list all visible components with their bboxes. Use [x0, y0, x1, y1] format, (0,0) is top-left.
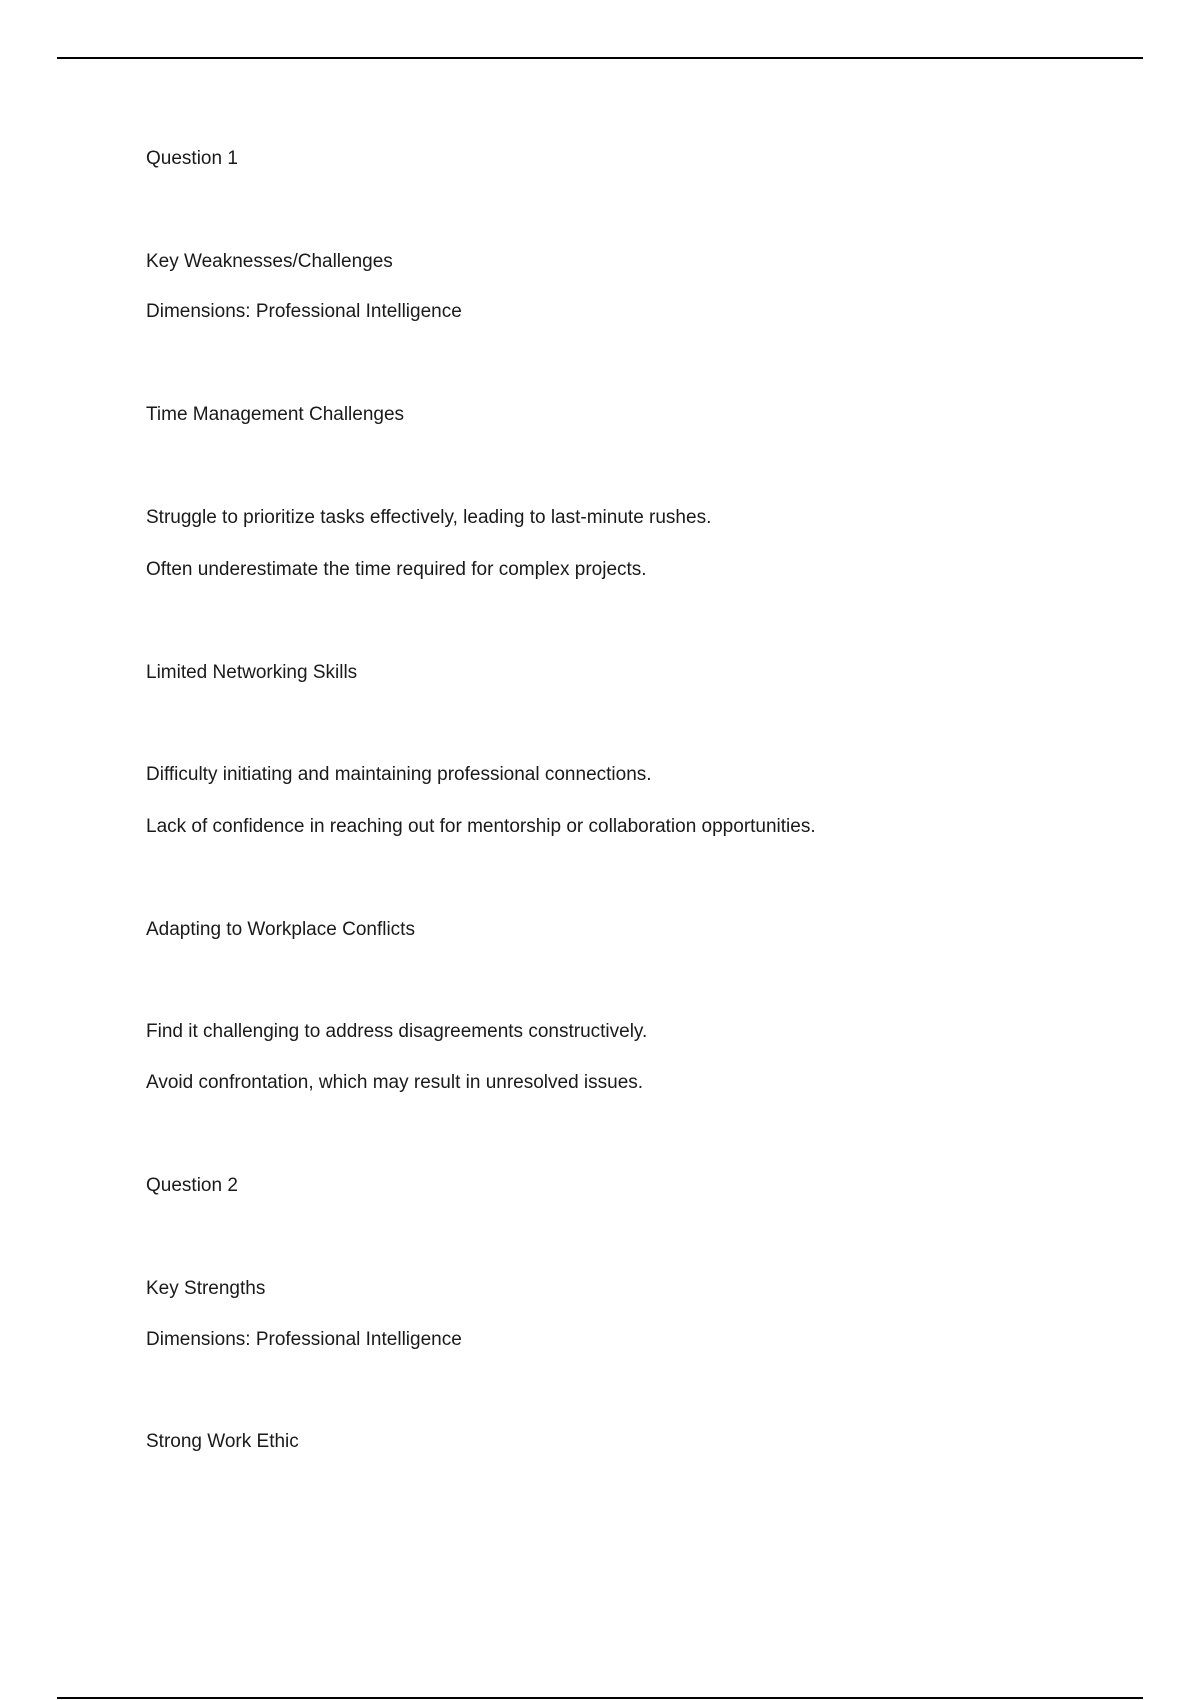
body-text: Avoid confrontation, which may result in unresolved issues. — [146, 1072, 644, 1093]
body-text: Struggle to prioritize tasks effectively, leading to last-minute rushes. — [146, 507, 712, 528]
subheading-time-management: Time Management Challenges — [146, 404, 405, 425]
body-text: Difficulty initiating and maintaining professional connections. — [146, 764, 652, 785]
header-rule — [57, 57, 1143, 59]
section-title-weaknesses: Key Weaknesses/Challenges — [146, 251, 393, 272]
question-1-heading: Question 1 — [146, 148, 238, 169]
subheading-work-ethic: Strong Work Ethic — [146, 1431, 299, 1452]
subheading-networking: Limited Networking Skills — [146, 662, 358, 683]
body-text: Often underestimate the time required for complex projects. — [146, 559, 647, 580]
footer-rule — [57, 1697, 1143, 1699]
body-text: Lack of confidence in reaching out for mentorship or collaboration opportunities. — [146, 816, 816, 837]
subheading-workplace-conflicts: Adapting to Workplace Conflicts — [146, 919, 415, 940]
section-title-strengths: Key Strengths — [146, 1278, 266, 1299]
question-2-heading: Question 2 — [146, 1175, 238, 1196]
dimensions-line: Dimensions: Professional Intelligence — [146, 301, 462, 322]
dimensions-line: Dimensions: Professional Intelligence — [146, 1329, 462, 1350]
body-text: Find it challenging to address disagreements constructively. — [146, 1021, 648, 1042]
